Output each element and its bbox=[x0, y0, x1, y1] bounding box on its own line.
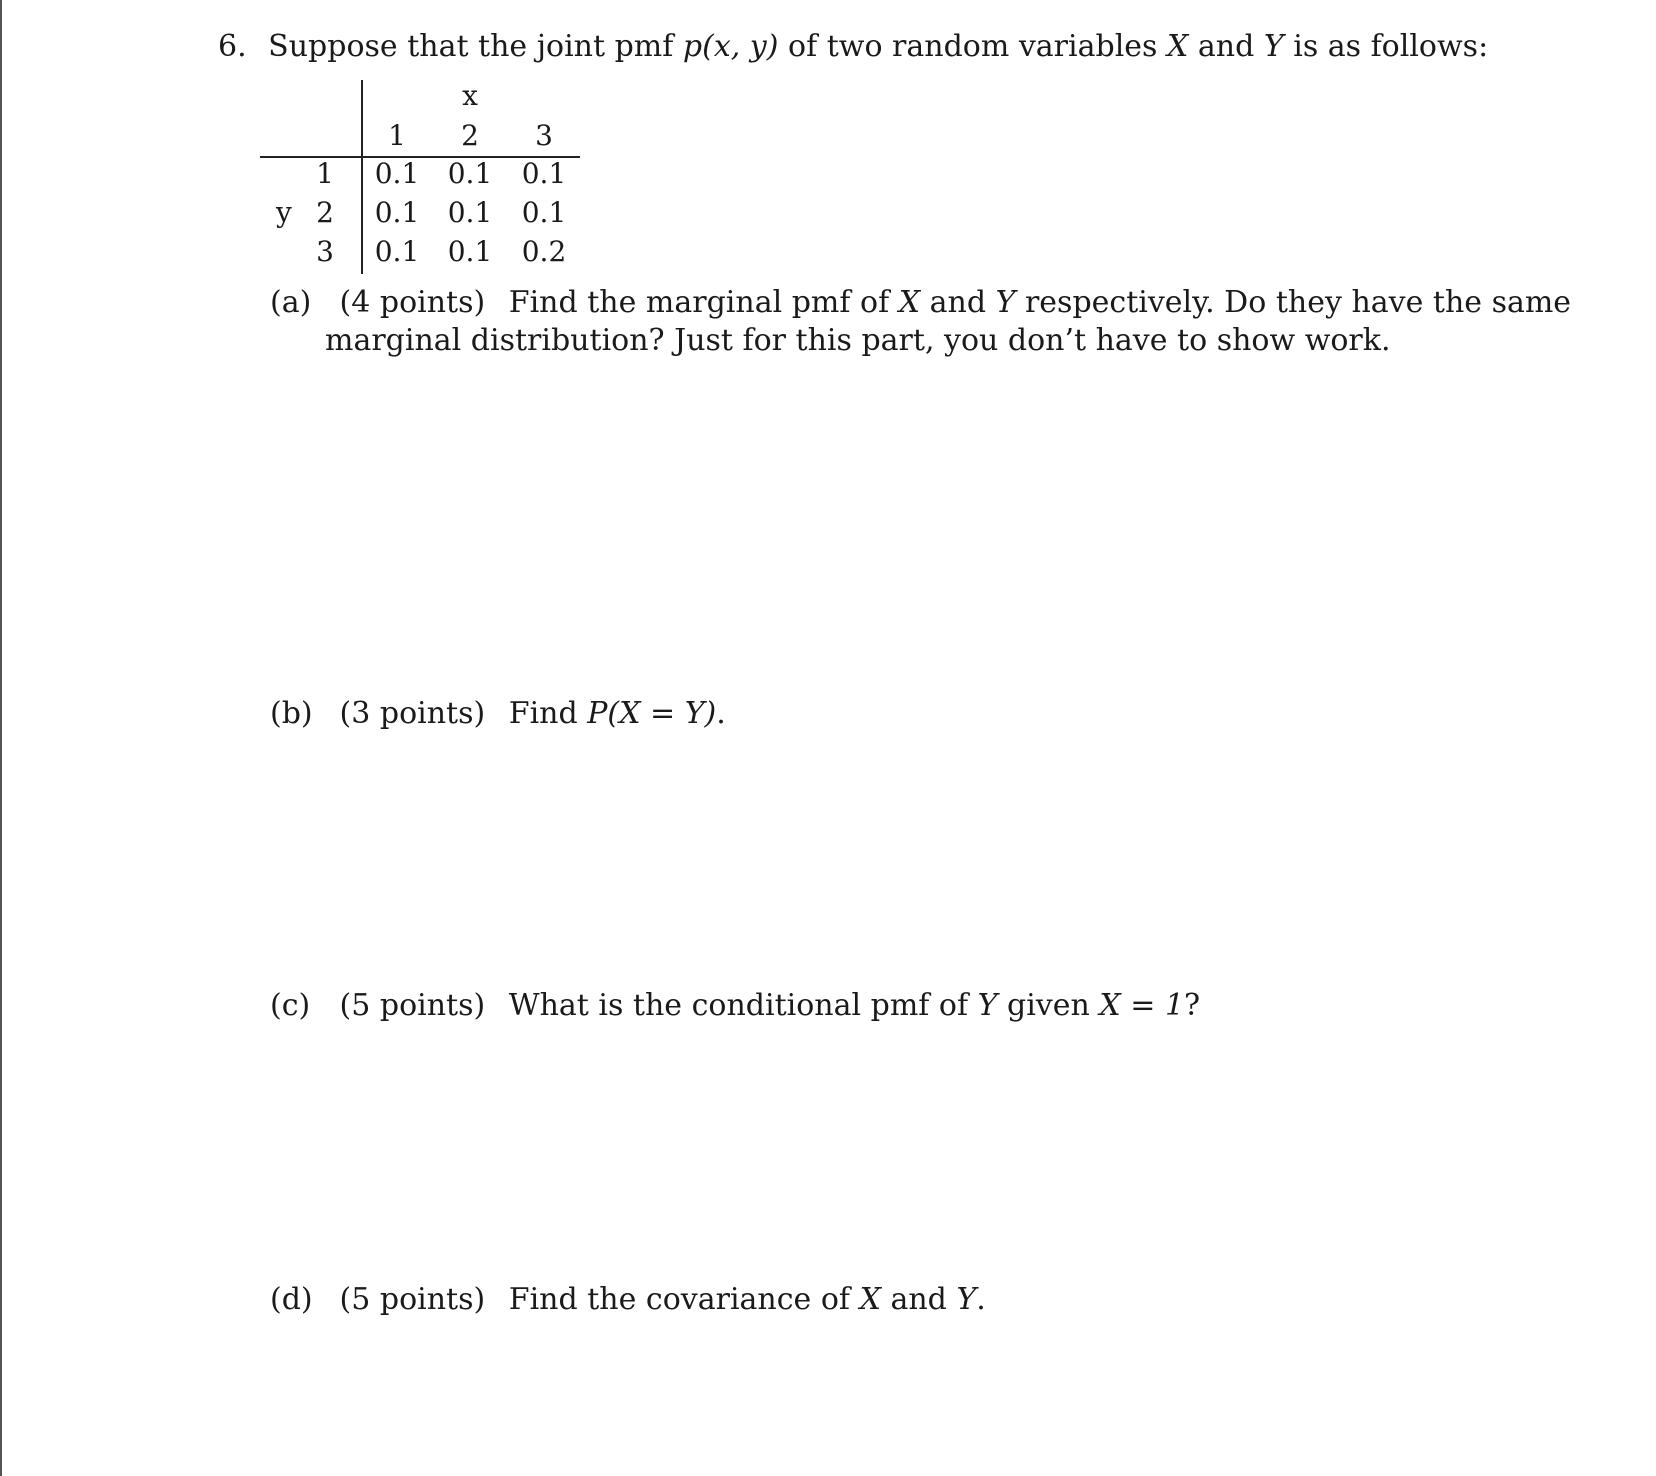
row-header: 1 bbox=[316, 157, 334, 190]
part-d-label: (d) bbox=[270, 1282, 313, 1317]
part-c-text: What is the conditional pmf of bbox=[508, 988, 969, 1023]
part-c-end: ? bbox=[1184, 988, 1201, 1023]
var-y: Y bbox=[1263, 29, 1284, 64]
part-b-label: (b) bbox=[270, 696, 313, 731]
part-a-and: and bbox=[929, 285, 987, 320]
part-d-text: Find the covariance of bbox=[508, 1282, 851, 1317]
part-a-points: (4 points) bbox=[339, 285, 486, 320]
part-d-var-y: Y bbox=[956, 1282, 977, 1317]
table-cell: 0.1 bbox=[521, 157, 567, 190]
stem-text-prefix: Suppose that the joint pmf bbox=[268, 29, 674, 64]
part-a-var-x: X bbox=[898, 285, 921, 320]
table-cell: 0.1 bbox=[374, 235, 420, 268]
row-variable-label: y bbox=[276, 196, 292, 229]
part-d-and: and bbox=[890, 1282, 947, 1317]
part-c-given: given bbox=[1007, 988, 1090, 1023]
part-c-points: (5 points) bbox=[339, 988, 486, 1023]
part-b-points: (3 points) bbox=[339, 696, 486, 731]
stem-text-suffix: is as follows: bbox=[1293, 29, 1489, 64]
part-b-end: . bbox=[716, 696, 726, 731]
part-b-text: Find bbox=[508, 696, 578, 731]
part-a-line-2: marginal distribution? Just for this part, you don’t have to show work. bbox=[325, 323, 1391, 358]
part-c-label: (c) bbox=[270, 988, 311, 1023]
question-stem bbox=[218, 29, 1488, 65]
part-d-end: . bbox=[976, 1282, 986, 1317]
column-header: 3 bbox=[535, 119, 553, 152]
table-cell: 0.1 bbox=[447, 235, 493, 268]
part-d bbox=[270, 1282, 986, 1318]
table-cell: 0.1 bbox=[521, 196, 567, 229]
table-cell: 0.2 bbox=[521, 235, 567, 268]
part-c bbox=[270, 988, 1200, 1024]
part-a-line-1 bbox=[270, 285, 1571, 321]
table-vertical-rule bbox=[361, 80, 363, 274]
part-b bbox=[270, 696, 726, 732]
part-c-var-y: Y bbox=[977, 988, 998, 1023]
table-cell: 0.1 bbox=[447, 157, 493, 190]
page-left-border bbox=[0, 0, 2, 1476]
row-header: 2 bbox=[316, 196, 334, 229]
part-b-math: P(X = Y) bbox=[587, 696, 717, 731]
stem-text-middle: of two random variables bbox=[788, 29, 1158, 64]
stem-and: and bbox=[1197, 29, 1255, 64]
table-cell: 0.1 bbox=[447, 196, 493, 229]
column-header: 2 bbox=[461, 119, 479, 152]
part-a-text-end: respectively. Do they have the same bbox=[1024, 285, 1572, 320]
column-header: 1 bbox=[388, 119, 406, 152]
table-cell: 0.1 bbox=[374, 196, 420, 229]
question-number: 6. bbox=[218, 29, 247, 64]
part-a-text: Find the marginal pmf of bbox=[508, 285, 890, 320]
part-d-points: (5 points) bbox=[339, 1282, 486, 1317]
part-d-var-x: X bbox=[859, 1282, 881, 1317]
row-header: 3 bbox=[316, 235, 334, 268]
var-x: X bbox=[1167, 29, 1189, 64]
table-cell: 0.1 bbox=[374, 157, 420, 190]
column-variable-label: x bbox=[462, 79, 478, 112]
part-a-var-y: Y bbox=[995, 285, 1016, 320]
part-c-math: X = 1 bbox=[1099, 988, 1185, 1023]
part-a-label: (a) bbox=[270, 285, 312, 320]
pmf-symbol: p(x, y) bbox=[682, 29, 779, 64]
